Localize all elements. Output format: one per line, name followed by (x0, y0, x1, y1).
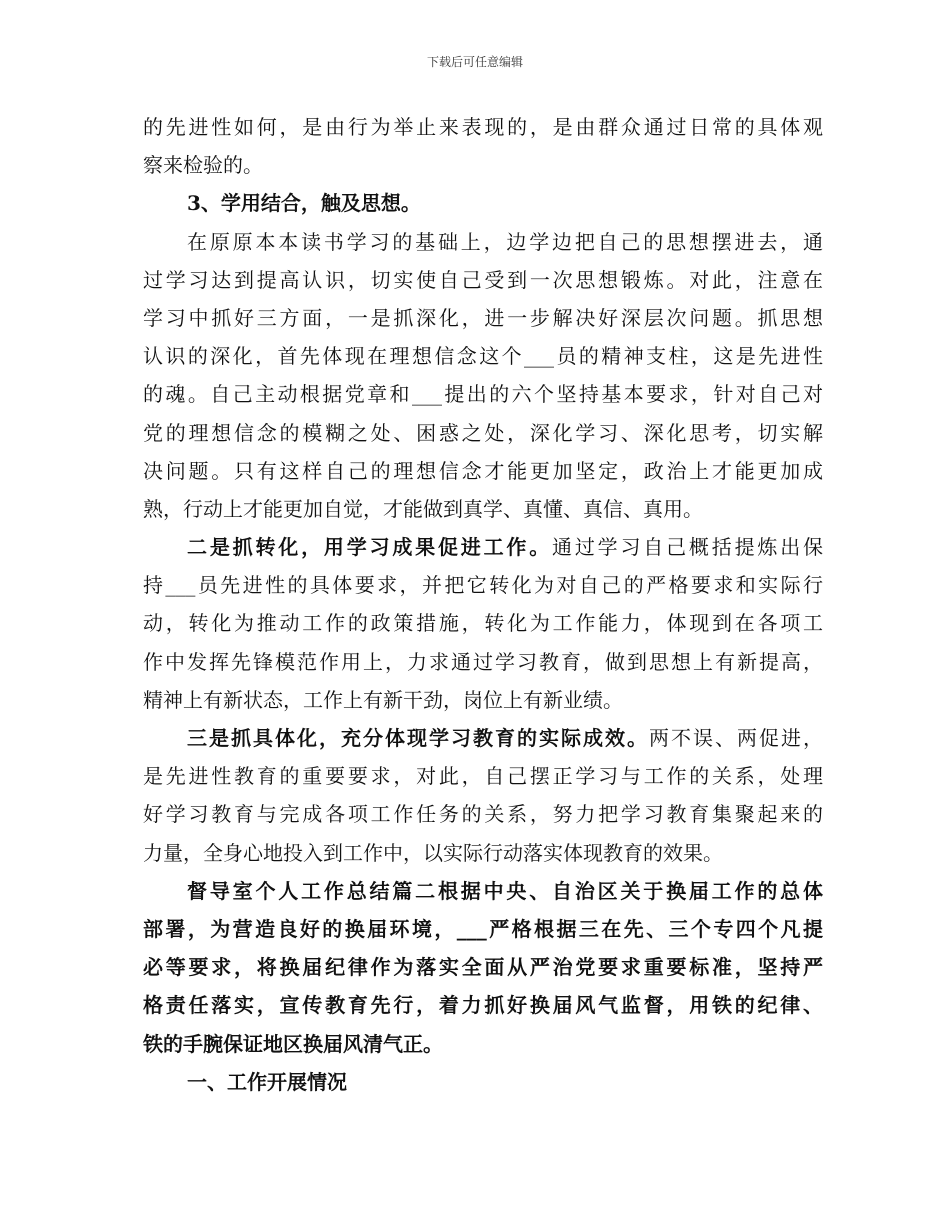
text-line: 察来检验的。 (143, 153, 263, 178)
text-line (143, 872, 823, 910)
bold-heading-text: 必等要求，将换届纪律作为落实全面从严治党要求重要标准，坚持严 (143, 955, 823, 980)
bold-heading-text: 3、学用结合，触及思想。 (187, 191, 421, 216)
document-body (143, 108, 823, 1101)
text-line: 持___员先进性的具体要求，并把它转化为对自己的严格要求和实际行 (143, 573, 823, 598)
text-line (143, 1025, 823, 1063)
text-line: 党的理想信念的模糊之处、困惑之处，深化学习、深化思考，切实解 (143, 420, 823, 445)
text-line: 精神上有新状态，工作上有新干劲，岗位上有新业绩。 (143, 687, 623, 712)
text-line: 好学习教育与完成各项工作任务的关系，努力把学习教育集聚起来的 (143, 802, 823, 827)
body-text: 通过学习自己概括提炼出保 (552, 535, 824, 560)
text-line: 的先进性如何，是由行为举止来表现的，是由群众通过日常的具体观 (143, 115, 823, 139)
bold-heading-text: 二是抓转化，用学习成果促进工作。 (187, 535, 553, 560)
bold-heading-text: 督导室个人工作总结篇二根据中央、自治区关于换届工作的总体 (187, 878, 823, 903)
text-line: 力量，全身心地投入到工作中，以实际行动落实体现教育的效果。 (143, 840, 723, 865)
bold-heading-text: 铁的手腕保证地区换届风清气正。 (143, 1031, 443, 1056)
text-line (143, 184, 823, 222)
text-line (143, 1063, 823, 1101)
bold-heading-text: 三是抓具体化，充分体现学习教育的实际成效。 (187, 726, 649, 750)
text-line: 的魂。自己主动根据党章和___提出的六个坚持基本要求，针对自己对 (143, 382, 823, 407)
bold-heading-text: 格责任落实，宣传教育先行，着力抓好换届风气监督，用铁的纪律、 (143, 993, 823, 1018)
text-line: 熟，行动上才能更加自觉，才能做到真学、真懂、真信、真用。 (143, 496, 703, 521)
text-line: 是先进性教育的重要要求，对此，自己摆正学习与工作的关系，处理 (143, 764, 823, 789)
body-text: 两不误、两促进， (649, 726, 823, 750)
text-line: 在原原本本读书学习的基础上，边学边把自己的思想摆进去，通 (187, 229, 823, 254)
text-line (143, 948, 823, 986)
text-line (143, 910, 823, 948)
text-line: 学习中抓好三方面，一是抓深化，进一步解决好深层次问题。抓思想 (143, 305, 823, 330)
bold-heading-text: 一、工作开展情况 (187, 1069, 347, 1094)
text-line (143, 986, 823, 1024)
text-line: 决问题。只有这样自己的理想信念才能更加坚定，政治上才能更加成 (143, 458, 823, 483)
bold-heading-text: 部署，为营造良好的换届环境，___严格根据三在先、三个专四个凡提 (143, 916, 823, 941)
text-line: 动，转化为推动工作的政策措施，转化为工作能力，体现到在各项工 (143, 611, 823, 636)
page-header-note: 下载后可任意编辑 (426, 55, 523, 69)
text-line: 作中发挥先锋模范作用上，力求通过学习教育，做到思想上有新提高， (143, 649, 823, 674)
text-line (143, 719, 823, 757)
text-line: 认识的深化，首先体现在理想信念这个___员的精神支柱，这是先进性 (143, 344, 823, 369)
text-line: 过学习达到提高认识，切实使自己受到一次思想锻炼。对此，注意在 (143, 267, 823, 292)
text-line (143, 528, 823, 566)
